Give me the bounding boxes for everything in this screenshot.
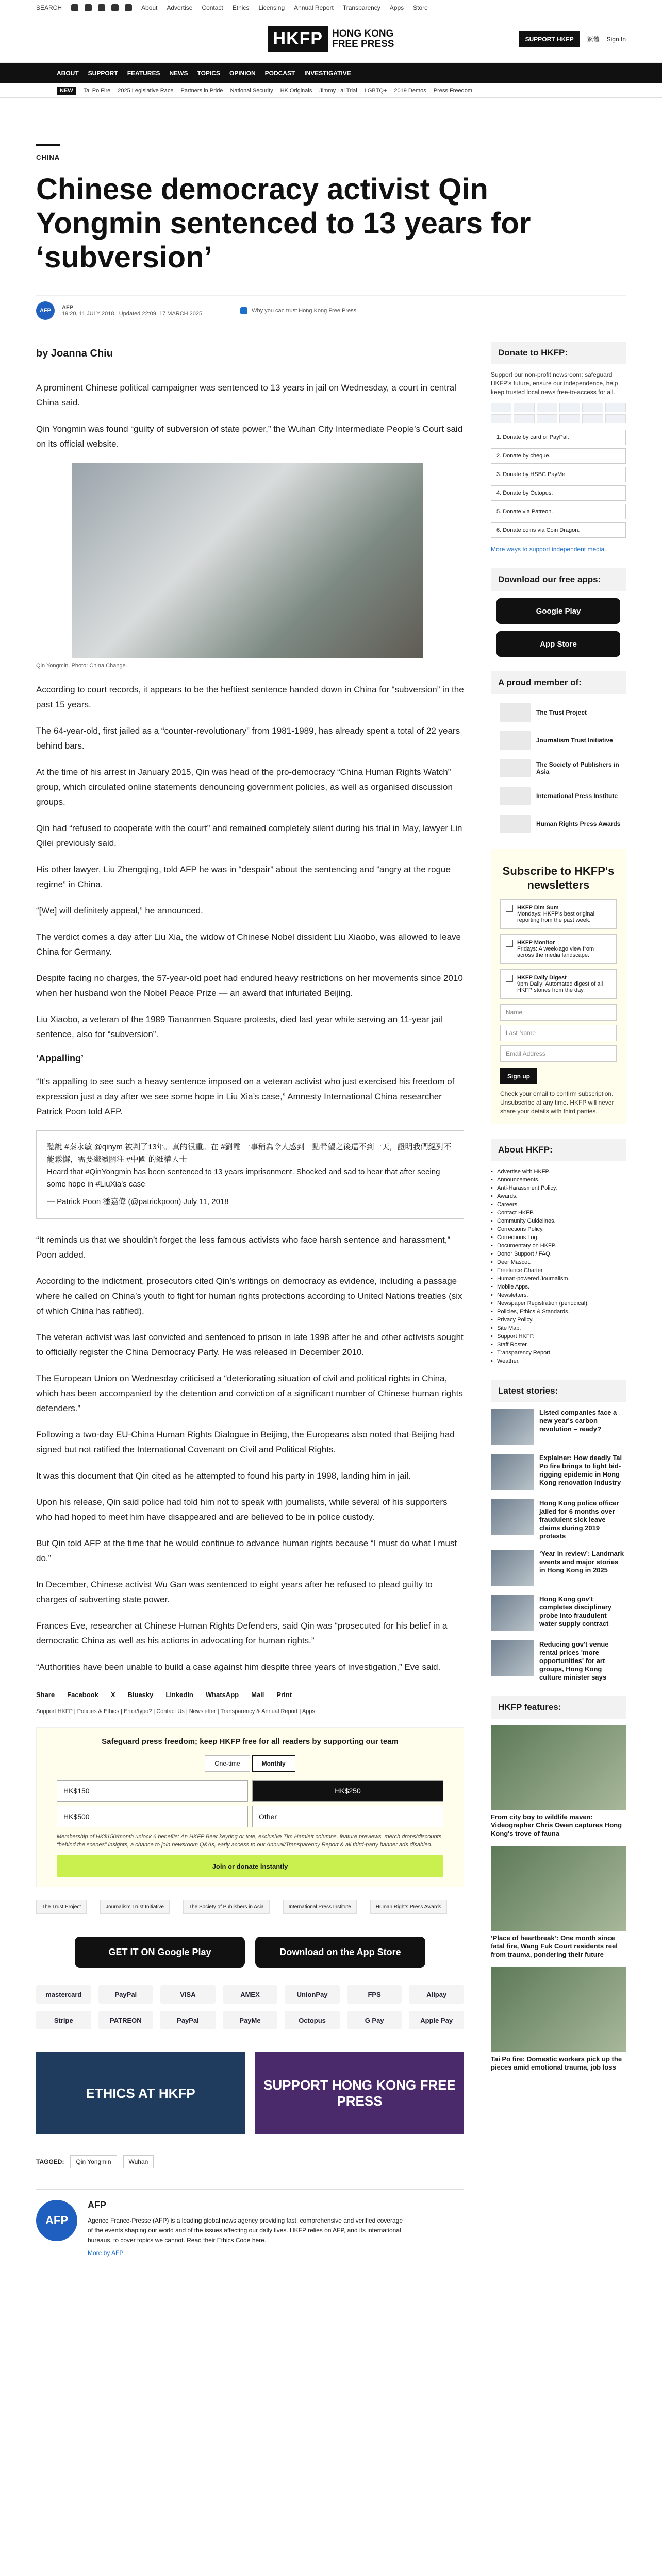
nav-topics[interactable]: TOPICS: [197, 70, 220, 77]
story-title: Explainer: How deadly Tai Po fire brings to light bid-rigging epidemic in Hong Kong renovation industry: [539, 1454, 622, 1486]
donate-text: Support our non-profit newsroom: safeguard HKFP's future, ensure our independence, help keep trusted local news free-to-access for all.: [491, 371, 618, 396]
about-link[interactable]: • Contact HKFP.: [491, 1209, 626, 1217]
app-store-button[interactable]: Download on the App Store: [255, 1937, 425, 1968]
page-body: [0, 342, 662, 2257]
top-link[interactable]: About: [141, 4, 158, 11]
top-link[interactable]: Transparency: [342, 4, 380, 11]
about-link[interactable]: • Freelance Charter.: [491, 1266, 626, 1275]
photo-caption: Qin Yongmin. Photo: China Change.: [36, 663, 127, 669]
rss-icon[interactable]: [125, 4, 132, 11]
trending-item[interactable]: National Security: [230, 87, 273, 94]
pay-icon[interactable]: AMEX: [223, 1985, 278, 2004]
member-logo[interactable]: [500, 731, 626, 750]
story-thumb: [491, 1595, 534, 1631]
feature-story[interactable]: [491, 1725, 626, 1838]
signin-link[interactable]: Sign In: [606, 35, 626, 43]
byline-text: [62, 304, 202, 317]
google-play-button[interactable]: GET IT ON Google Play: [75, 1937, 245, 1968]
facebook-icon[interactable]: [71, 4, 78, 11]
tag[interactable]: Qin Yongmin: [70, 2155, 117, 2168]
latest-story[interactable]: [491, 1499, 626, 1540]
pay-logo: [605, 403, 626, 412]
newsletter-desc: Fridays: A week-ago view from across the media landscape.: [517, 946, 594, 958]
social-icons: [71, 4, 132, 11]
checkbox[interactable]: [506, 975, 513, 982]
about-link[interactable]: • Human-powered Journalism.: [491, 1275, 626, 1283]
share-bar: [36, 1686, 464, 1704]
nav-opinion[interactable]: OPINION: [229, 70, 256, 77]
latest-story[interactable]: [491, 1595, 626, 1631]
donate-option[interactable]: 1. Donate by card or PayPal.: [491, 430, 626, 445]
about-link[interactable]: • Careers.: [491, 1200, 626, 1209]
subheading: ‘Appalling’: [36, 1053, 84, 1063]
newsletter-desc: 9pm Daily: Automated digest of all HKFP stories from the day.: [517, 981, 603, 993]
pay-logo: [559, 414, 580, 423]
member-name: Human Rights Press Awards: [536, 820, 621, 827]
member-name: International Press Institute: [536, 792, 618, 800]
new-badge: NEW: [57, 87, 76, 95]
amount-option[interactable]: Other: [252, 1806, 443, 1827]
pay-icon[interactable]: UnionPay: [285, 1985, 340, 2004]
member-name: Journalism Trust Initiative: [536, 737, 613, 744]
trending-item[interactable]: 2019 Demos: [394, 87, 426, 94]
article-category[interactable]: CHINA: [36, 144, 60, 161]
about-link[interactable]: • Anti-Harassment Policy.: [491, 1184, 626, 1192]
trust-badges: [36, 1887, 464, 1926]
logo-line-2: FREE PRESS: [332, 38, 394, 49]
trending-item[interactable]: HK Originals: [280, 87, 312, 94]
story-title: ‘Year in review’: Landmark events and major stories in Hong Kong in 2025: [539, 1550, 624, 1574]
pay-logo: [582, 414, 603, 423]
byline-org[interactable]: AFP: [62, 304, 73, 311]
trending-item[interactable]: Press Freedom: [433, 87, 472, 94]
latest-story[interactable]: [491, 1640, 626, 1682]
newsletter-option[interactable]: [500, 934, 617, 964]
checkbox[interactable]: [506, 905, 513, 912]
about-link[interactable]: • Advertise with HKFP.: [491, 1167, 626, 1176]
checkbox[interactable]: [506, 940, 513, 947]
author-name[interactable]: AFP: [88, 2200, 106, 2210]
share-bluesky[interactable]: Bluesky: [127, 1691, 154, 1699]
article-photo: [72, 463, 423, 658]
story-thumb: [491, 1640, 534, 1676]
pay-logo: [582, 403, 603, 412]
main-nav: [0, 63, 662, 83]
story-title: Hong Kong gov't completes disciplinary probe into fraudulent water supply contract: [539, 1595, 612, 1628]
share-linkedin[interactable]: LinkedIn: [166, 1691, 193, 1699]
paragraph: In December, Chinese activist Wu Gan was sentenced to eight years after he refused to plead guilty to charges of subverting state power.: [36, 1580, 433, 1604]
paragraph: The 64-year-old, first jailed as a “counter-revolutionary” from 1981-1989, has already spent a total of 22 years behind bars.: [36, 726, 460, 751]
member-logo[interactable]: [500, 703, 626, 722]
amount-option-selected[interactable]: HK$250: [252, 1780, 443, 1802]
share-label: Share: [36, 1691, 55, 1699]
hkfp-logo[interactable]: [268, 26, 394, 52]
ethics-video[interactable]: ETHICS AT HKFP: [36, 2052, 245, 2134]
donate-option[interactable]: 3. Donate by HSBC PayMe.: [491, 467, 626, 482]
tweet-zh: 聽說 #秦永敏 @qinym 被判了13年。真的很重。在 #劉霞 一事稍為令人感到一點希望之後還不到一天，證明我們絕對不能鬆懈，需要繼續關注 #中國 的維權人士: [47, 1143, 452, 1164]
pay-logo: [605, 414, 626, 423]
pay-icon[interactable]: FPS: [347, 1985, 402, 2004]
paragraph: But Qin told AFP at the time that he would continue to advance human rights because “I must do what I must do.”: [36, 1538, 457, 1563]
support-video[interactable]: SUPPORT HONG KONG FREE PRESS: [255, 2052, 464, 2134]
about-link[interactable]: • Support HKFP.: [491, 1332, 626, 1341]
join-button[interactable]: Join or donate instantly: [57, 1855, 443, 1877]
tag[interactable]: Wuhan: [123, 2155, 154, 2168]
newsletter-text: [517, 905, 611, 923]
logo-line-1: HONG KONG: [332, 28, 394, 39]
trust-link[interactable]: [240, 307, 356, 314]
amount-option[interactable]: HK$150: [57, 1780, 248, 1802]
trending-item[interactable]: Jimmy Lai Trial: [319, 87, 357, 94]
embedded-tweet[interactable]: [36, 1130, 464, 1219]
more-by-author[interactable]: More by AFP: [88, 2249, 124, 2257]
nav-podcast[interactable]: PODCAST: [264, 70, 295, 77]
about-link[interactable]: • Community Guidelines.: [491, 1217, 626, 1225]
pay-logo: [559, 403, 580, 412]
story-thumb: [491, 1454, 534, 1490]
more-ways-link[interactable]: More ways to support independent media.: [491, 546, 606, 553]
share-whatsapp[interactable]: WhatsApp: [205, 1691, 239, 1699]
article-footer-links[interactable]: Support HKFP | Policies & Ethics | Error/typo? | Contact Us | Newsletter | Transparency & Annual Report | Apps: [36, 1704, 464, 1719]
pay-logo: [514, 414, 534, 423]
about-title: About HKFP:: [491, 1139, 626, 1161]
share-print[interactable]: Print: [276, 1691, 292, 1699]
about-link[interactable]: • Mobile Apps.: [491, 1283, 626, 1291]
about-link[interactable]: • Documentary on HKFP.: [491, 1242, 626, 1250]
member-logo[interactable]: [500, 787, 626, 805]
paragraph: Upon his release, Qin said police had told him not to speak with journalists, while several of his supporters who had hoped to meet him have disappeared and are believed to be in police custody.: [36, 1497, 448, 1522]
tweet-signature: — Patrick Poon 潘嘉偉 (@patrickpoon) July 11, 2018: [47, 1197, 229, 1206]
app-store-row: [36, 1937, 464, 1968]
feature-image: [491, 1967, 626, 2052]
pay-icon[interactable]: Apple Pay: [409, 2011, 464, 2029]
about-link[interactable]: • Staff Roster.: [491, 1341, 626, 1349]
jti-icon: [500, 731, 531, 750]
trending-bar: [0, 83, 662, 98]
about-link[interactable]: • Transparency Report.: [491, 1349, 626, 1357]
trending-item[interactable]: Tai Po Fire: [83, 87, 111, 94]
badge-hrpa[interactable]: Human Rights Press Awards: [370, 1900, 447, 1914]
pay-logo: [514, 403, 534, 412]
nav-about[interactable]: ABOUT: [57, 70, 79, 77]
top-link[interactable]: Annual Report: [294, 4, 334, 11]
member-name: The Trust Project: [536, 709, 587, 716]
donate-box: [36, 1727, 464, 1887]
article-author: by Joanna Chiu: [36, 348, 113, 359]
logo-mark: HKFP: [268, 26, 328, 52]
promo-videos: [36, 2052, 464, 2134]
about-link[interactable]: • Site Map.: [491, 1324, 626, 1332]
pay-icon[interactable]: PayPal: [160, 2011, 216, 2029]
badge-trust-project[interactable]: The Trust Project: [36, 1900, 87, 1914]
pay-logo: [537, 414, 557, 423]
freq-one-time[interactable]: One-time: [205, 1755, 250, 1772]
amount-grid: [57, 1780, 443, 1827]
badge-jti[interactable]: Journalism Trust Initiative: [100, 1900, 170, 1914]
donate-option[interactable]: 5. Donate via Patreon.: [491, 504, 626, 519]
paragraph: According to court records, it appears to be the heftiest sentence handed down in China for “subversion” in the past 15 years.: [36, 685, 464, 709]
feature-image: [491, 1725, 626, 1810]
sidebar-donate-title: Donate to HKFP:: [491, 342, 626, 364]
sidebar-app-store[interactable]: App Store: [496, 631, 620, 657]
author-avatar: AFP: [36, 2200, 77, 2241]
newsletter-text: [517, 940, 611, 958]
about-link[interactable]: • Newspaper Registration (periodical).: [491, 1299, 626, 1308]
newsletter-name: HKFP Dim Sum: [517, 905, 559, 911]
paragraph: According to the indictment, prosecutors cited Qin’s writings on democracy as evidence, including a passage where he called on China’s youth to fight for human rights protections according to United Nations treaties (six of which China has ratified).: [36, 1276, 462, 1316]
sidebar-pay-logos: [491, 403, 626, 423]
donate-option[interactable]: 4. Donate by Octopus.: [491, 485, 626, 501]
newsletter-box: [491, 849, 626, 1124]
byline-updated: Updated 22:09, 17 MARCH 2025: [119, 311, 203, 317]
nav-support[interactable]: SUPPORT: [88, 70, 118, 77]
donate-option[interactable]: 2. Donate by cheque.: [491, 448, 626, 464]
top-link[interactable]: Contact: [202, 4, 223, 11]
paragraph: Despite facing no charges, the 57-year-old poet had endured heavy restrictions on her movements since 2010 when her husband won the Nobel Peace Prize — an award that infuriated Beijing.: [36, 973, 463, 998]
trust-project-icon: [500, 703, 531, 722]
member-name: The Society of Publishers in Asia: [536, 761, 619, 775]
article-header: [0, 98, 662, 326]
feature-title: Tai Po fire: Domestic workers pick up the pieces amid emotional trauma, job loss: [491, 2055, 622, 2071]
author-bio: Agence France-Presse (AFP) is a leading global news agency providing fast, comprehensive and verified coverage of the events shaping our world and of the issues affecting our daily lives. HKFP relies on AFP, and its international bureaus, to cover topics we cannot. Read their Ethics Code here.: [88, 2217, 403, 2244]
tags: [36, 2155, 464, 2168]
paragraph: The verdict comes a day after Liu Xia, the widow of Chinese Nobel dissident Liu Xiaobo, was allowed to leave China for Germany.: [36, 932, 461, 957]
newsletter-option[interactable]: [500, 899, 617, 929]
share-x[interactable]: X: [110, 1691, 115, 1699]
paragraph: “Authorities have been unable to build a case against him despite three years of investigation,” Eve said.: [36, 1662, 441, 1672]
story-title: Hong Kong police officer jailed for 6 months over fraudulent sick leave claims during 2019 protests: [539, 1499, 619, 1540]
paragraph: A prominent Chinese political campaigner was sentenced to 13 years in jail on Wednesday, a court in central China said.: [36, 383, 456, 408]
newsletter-option[interactable]: [500, 969, 617, 999]
instagram-icon[interactable]: [98, 4, 105, 11]
paragraph: “It reminds us that we shouldn’t forget the less famous activists who face harsh sentence and harassment,” Poon added.: [36, 1235, 451, 1260]
ipi-icon: [500, 787, 531, 805]
hrpa-icon: [500, 815, 531, 833]
author-info: [88, 2200, 407, 2257]
payment-methods: [36, 1978, 464, 2037]
pay-icon[interactable]: Alipay: [409, 1985, 464, 2004]
nav-investigative[interactable]: INVESTIGATIVE: [304, 70, 351, 77]
about-link[interactable]: • Announcements.: [491, 1176, 626, 1184]
newsletter-name: HKFP Daily Digest: [517, 975, 567, 981]
latest-title: Latest stories:: [491, 1380, 626, 1402]
top-link[interactable]: Advertise: [167, 4, 193, 11]
trending-item[interactable]: Partners in Pride: [180, 87, 223, 94]
story-title: Listed companies face a new year's carbon revolution – ready?: [539, 1409, 617, 1433]
member-title: A proud member of:: [491, 671, 626, 694]
last-name-input[interactable]: Last Name: [500, 1025, 617, 1041]
logo-text: [332, 29, 394, 49]
pay-logo: [491, 414, 511, 423]
trending-item[interactable]: LGBTQ+: [364, 87, 387, 94]
about-link[interactable]: • Policies, Ethics & Standards.: [491, 1308, 626, 1316]
about-link[interactable]: • Donor Support / FAQ.: [491, 1250, 626, 1258]
paragraph: Qin had “refused to cooperate with the court” and remained completely silent during his trial in May, lawyer Lin Qilei previously said.: [36, 823, 462, 848]
about-link[interactable]: • Deer Mascot.: [491, 1258, 626, 1266]
frequency-toggle: [47, 1755, 453, 1772]
features-title: HKFP features:: [491, 1696, 626, 1719]
paragraph: The European Union on Wednesday criticised a “deteriorating situation of civil and political rights in China, which has been accompanied by the detention and conviction of a significant number of Chinese human rights defenders.”: [36, 1374, 463, 1413]
member-logo[interactable]: [500, 759, 626, 777]
paragraph: It was this document that Qin cited as he attempted to found his party in 1998, landing him in jail.: [36, 1471, 411, 1481]
freq-monthly[interactable]: Monthly: [252, 1755, 295, 1772]
article-title: Chinese democracy activist Qin Yongmin sentenced to 13 years for ‘subversion’: [36, 173, 531, 274]
top-link[interactable]: Apps: [389, 4, 404, 11]
top-link[interactable]: Ethics: [232, 4, 250, 11]
site-header: [0, 15, 662, 63]
byline: [36, 295, 626, 326]
subscribe-note: Check your email to confirm subscription. Unsubscribe at any time. HKFP will never share your details with third parties.: [500, 1090, 614, 1115]
newsletter-text: [517, 975, 611, 993]
feature-story[interactable]: [491, 1967, 626, 2072]
feature-title: ‘Place of heartbreak’: One month since fatal fire, Wang Fuk Court residents reel from trauma, pondering their future: [491, 1934, 618, 1958]
top-link[interactable]: Licensing: [258, 4, 285, 11]
pay-icon[interactable]: VISA: [160, 1985, 216, 2004]
share-facebook[interactable]: Facebook: [67, 1691, 98, 1699]
language-link[interactable]: 繁體: [587, 36, 600, 43]
header-actions: [519, 31, 626, 47]
paragraph: “[We] will definitely appeal,” he announced.: [36, 906, 203, 916]
trending-item[interactable]: 2025 Legislative Race: [118, 87, 174, 94]
about-list: [491, 1167, 626, 1365]
about-link[interactable]: • Awards.: [491, 1192, 626, 1200]
author-box: [36, 2189, 464, 2257]
tweet-en: Heard that #QinYongmin has been sentenced to 13 years imprisonment. Shocked and sad to hear that after seeing some hope in #LiuXia's case: [47, 1167, 440, 1189]
paragraph: Liu Xiaobo, a veteran of the 1989 Tiananmen Square protests, died last year while serving an 11-year jail sentence, also for “subversion”.: [36, 1014, 442, 1039]
paragraph: Qin Yongmin was found “guilty of subversion of state power,” the Wuhan City Intermediate People’s Court said on its official website.: [36, 424, 463, 449]
donate-option[interactable]: 6. Donate coins via Coin Dragon.: [491, 522, 626, 538]
signup-button[interactable]: Sign up: [500, 1068, 537, 1084]
pay-icon[interactable]: PATREON: [98, 2011, 154, 2029]
badge-ipi[interactable]: International Press Institute: [283, 1900, 357, 1914]
paragraph: Frances Eve, researcher at Chinese Human Rights Defenders, said Qin was “prosecuted for his belief in a democratic China as well as his actions in advocating for human rights.”: [36, 1621, 448, 1646]
shield-icon: [240, 307, 247, 314]
sidebar: [491, 342, 626, 2257]
tags-label: TAGGED:: [36, 2158, 64, 2165]
feature-story[interactable]: [491, 1846, 626, 1959]
byline-date: 19:20, 11 JULY 2018: [62, 311, 114, 317]
about-link[interactable]: • Corrections Policy.: [491, 1225, 626, 1233]
sopa-icon: [500, 759, 531, 777]
pay-icon[interactable]: Octopus: [285, 2011, 340, 2029]
support-button[interactable]: SUPPORT HKFP: [519, 31, 580, 47]
trust-text: Why you can trust Hong Kong Free Press: [252, 308, 357, 314]
newsletter-title: Subscribe to HKFP's newsletters: [502, 865, 615, 891]
apps-title: Download our free apps:: [491, 568, 626, 591]
about-link[interactable]: • Weather.: [491, 1357, 626, 1365]
search-link[interactable]: SEARCH: [36, 4, 62, 11]
latest-story[interactable]: [491, 1409, 626, 1445]
about-link[interactable]: • Corrections Log.: [491, 1233, 626, 1242]
nav-news[interactable]: NEWS: [169, 70, 188, 77]
share-mail[interactable]: Mail: [251, 1691, 264, 1699]
story-thumb: [491, 1550, 534, 1586]
feature-image: [491, 1846, 626, 1931]
article-figure: [36, 463, 464, 669]
story-thumb: [491, 1499, 534, 1535]
newsletter-desc: Mondays: HKFP's best original reporting from the past week.: [517, 911, 595, 923]
article-body: [36, 342, 464, 2257]
x-icon[interactable]: [85, 4, 92, 11]
donate-title: Safeguard press freedom; keep HKFP free for all readers by supporting our team: [102, 1737, 399, 1746]
story-title: Reducing gov't venue rental prices 'more opportunities' for art groups, Hong Kong culture minister says: [539, 1640, 609, 1681]
youtube-icon[interactable]: [111, 4, 119, 11]
latest-story[interactable]: [491, 1454, 626, 1490]
paragraph: At the time of his arrest in January 2015, Qin was head of the pro-democracy “China Human Rights Watch” group, which circulated online statements denouncing government policies, as well as organised discussion groups.: [36, 767, 453, 807]
top-link[interactable]: Store: [413, 4, 428, 11]
paragraph: The veteran activist was last convicted and sentenced to prison in late 1998 after he and other activists sought to officially register the China Democracy Party. He was released in December 2010.: [36, 1332, 464, 1357]
top-bar: [0, 0, 662, 15]
sidebar-google-play[interactable]: Google Play: [496, 598, 620, 624]
newsletter-name: HKFP Monitor: [517, 940, 555, 946]
membership-text: Membership of HK$150/month unlock 6 benefits: An HKFP Beer keyring or tote, exclusive Tim Hamlett columns, feature previews, merch drops/discounts, “behind the scenes” insights, a chance to join newsroom Q&As, early access to our Annual/Transparency Report & all third-party banner ads disabled.: [57, 1834, 443, 1848]
pay-icon[interactable]: PayMe: [223, 2011, 278, 2029]
badge-sopa[interactable]: The Society of Publishers in Asia: [183, 1900, 270, 1914]
pay-icon[interactable]: Stripe: [36, 2011, 91, 2029]
latest-story[interactable]: [491, 1550, 626, 1586]
member-logo[interactable]: [500, 815, 626, 833]
name-input[interactable]: Name: [500, 1004, 617, 1021]
nav-features[interactable]: FEATURES: [127, 70, 160, 77]
paragraph: His other lawyer, Liu Zhengqing, told AFP he was in “despair” about the sentencing and “angry at the rogue regime” in China.: [36, 865, 451, 889]
pay-icon[interactable]: mastercard: [36, 1985, 91, 2004]
pay-logo: [537, 403, 557, 412]
paragraph: Following a two-day EU-China Human Rights Dialogue in Beijing, the Europeans also noted that Beijing had signed but not ratified the International Covenant on Civil and Political Rights.: [36, 1430, 455, 1454]
feature-title: From city boy to wildlife maven: Videographer Chris Owen captures Hong Kong's trove of fauna: [491, 1813, 622, 1837]
about-link[interactable]: • Newsletters.: [491, 1291, 626, 1299]
pay-icon[interactable]: PayPal: [98, 1985, 154, 2004]
afp-avatar: AFP: [36, 301, 55, 320]
pay-icon[interactable]: G Pay: [347, 2011, 402, 2029]
paragraph: “It’s appalling to see such a heavy sentence imposed on a veteran activist who just exercised his freedom of expression just a day after we see some hope in Liu Xia’s case,” Amnesty International China researcher Patrick Poon told AFP.: [36, 1077, 455, 1116]
amount-option[interactable]: HK$500: [57, 1806, 248, 1827]
about-link[interactable]: • Privacy Policy.: [491, 1316, 626, 1324]
email-input[interactable]: Email Address: [500, 1045, 617, 1062]
pay-logo: [491, 403, 511, 412]
story-thumb: [491, 1409, 534, 1445]
